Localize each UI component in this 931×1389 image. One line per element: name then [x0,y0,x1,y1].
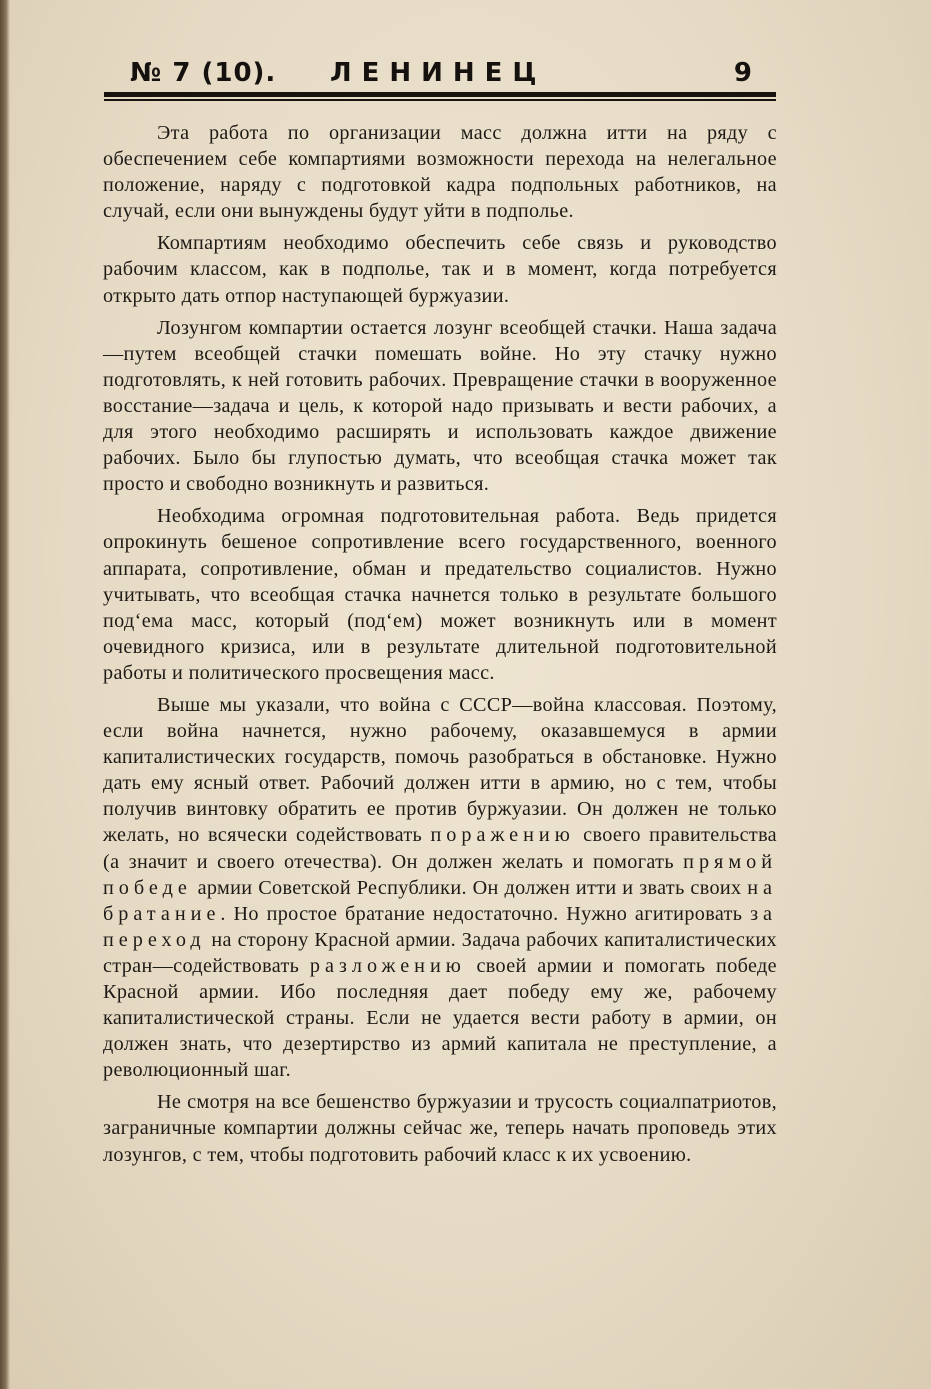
header-rule-thin [104,99,776,101]
text-segment: армии Советской Республики. Он должен итти и звать своих [191,876,748,899]
text-segment: Компартиям необходимо обеспечить себе связь и руководство рабочим классом, как в подполье, так и в момент, когда потребуется открыто дать отпор наступающей буржуазии. [103,232,777,307]
newspaper-title: ЛЕНИНЕЦ [330,58,547,88]
text-segment: Выше мы указали, что война с СССР—война классовая. Поэтому, если война начнется, нужно рабочему, оказавшемуся в армии капиталистических государств, помочь разобраться в обстановке. Нужно дать ему ясный ответ. Рабочий должен итти в армию, но с тем, чтобы получив винтовку обратить ее против буржуазии. Он должен не только желать, но всячески содействовать [103,693,777,847]
binding-edge [0,0,10,1389]
text-segment: Лозунгом компартии остается лозунг всеобщей стачки. Наша задача—путем всеобщей стачки помешать войне. Но эту стачку нужно подготовлять, к ней готовить рабочих. Превращение стачки в вооруженное восстание—задача и цель, к которой надо призывать и вести рабочих, а для этого необходимо расширять и использовать каждое движение рабочих. Было бы глупостью думать, что всеобщая стачка может так просто и свободно возникнуть и развиться. [103,316,777,496]
emphasized-text: поражению [430,824,575,847]
text-segment: Необходима огромная подготовительная работа. Ведь придется опрокинуть бешеное сопротивление всего государственного, военного аппарата, сопротивление, обман и предательство социалистов. Нужно учитывать, что всеобщая стачка начнется только в результате большого под‘ема масс, который (под‘ем) может возникнуть или в момент очевидного кризиса, или в результате длительной подготовительной работы и политического просвещения масс. [103,505,777,684]
text-segment: Не смотря на все бешенство буржуазии и трусость социалпатриотов, заграничные компартии должны сейчас же, теперь начать проповедь этих лозунгов, с тем, чтобы подготовить рабочий класс к их усвоению. [103,1091,777,1166]
paragraph [103,1089,777,1167]
paragraph [103,315,777,498]
page-number: 9 [733,58,752,88]
paragraph [103,503,777,686]
emphasized-text: разложению [309,954,466,977]
paragraph [103,230,777,308]
paragraph [103,692,777,1083]
header-rule-thick [104,92,776,97]
issue-number: № 7 (10). [130,58,277,88]
text-segment: Эта работа по организации масс должна итти на ряду с обеспечением себе компартиями возможности перехода на нелегальное положение, наряду с подготовкой кадра подпольных работников, на случай, если они вынуждены будут уйти в подполье. [103,122,777,223]
emphasized-text: на братание [103,876,777,925]
emphasized-text: прямой победе [103,850,777,899]
text-segment: на сторону Красной армии. Задача рабочих капиталистических стран—содействовать [103,928,777,977]
paragraph [103,120,777,224]
text-segment: своего правительства (а значит и своего отечества). Он должен желать и помогать [103,824,777,873]
article-body [103,120,777,1174]
text-segment: . Но простое братание недостаточно. Нужно агитировать [220,902,751,925]
text-segment: своей армии и помогать победе Красной армии. Ибо последняя дает победу ему же, рабочему капиталистической страны. Если не удается вести работу в армии, он должен знать, что дезертирство из армий капитала не преступление, а революционный шаг. [103,954,777,1082]
emphasized-text: за переход [103,902,777,951]
